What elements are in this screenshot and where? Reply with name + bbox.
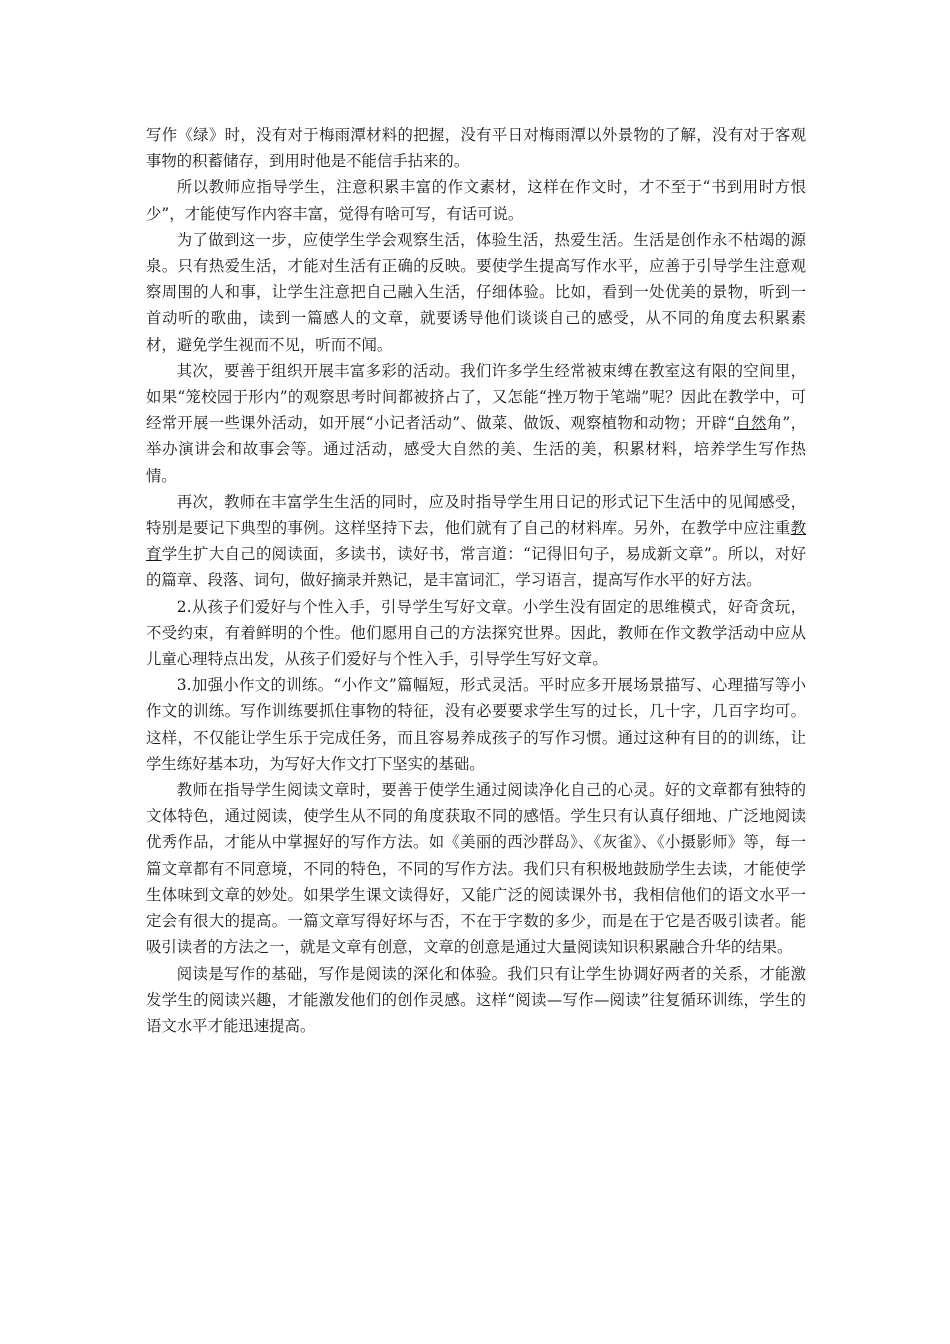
paragraph-text: 写作《绿》时，没有对于梅雨潭材料的把握，没有平日对梅雨潭以外景物的了解，没有对于客观事物的积蓄储存，到用时他是不能信手拈来的。 <box>146 126 806 171</box>
paragraph-text: 学生扩大自己的阅读面，多读书，读好书，常言道：“记得旧句子，易成新文章”。所以，对好的篇章、段落、词句，做好摘录并熟记，是丰富词汇，学习语言，提高写作水平的好方法。 <box>146 545 806 590</box>
inline-link[interactable]: 教育 <box>146 519 806 564</box>
article-body <box>146 122 806 1039</box>
paragraph-text: 所以教师应指导学生，注意积累丰富的作文素材，这样在作文时，才不至于“书到用时方恨少”，才能使写作内容丰富，觉得有啥可写，有话可说。 <box>146 178 806 223</box>
paragraph-p9 <box>146 961 806 1040</box>
paragraph-text: 其次，要善于组织开展丰富多彩的活动。我们许多学生经常被束缚在教室这有限的空间里，如果“笼校园于形内”的观察思考时间都被挤占了，又怎能“挫万物于笔端”呢？因此在教学中，可经常开展一些课外活动，如开展“小记者活动”、做菜、做饭、观察植物和动物；开辟“ <box>146 361 806 433</box>
paragraph-p5 <box>146 489 806 594</box>
inline-link[interactable]: 自然 <box>735 414 767 433</box>
paragraph-text: 角”，举办演讲会和故事会等。通过活动，感受大自然的美、生活的美，积累材料，培养学生写作热情。 <box>146 414 806 485</box>
paragraph-text: 3.加强小作文的训练。“小作文”篇幅短，形式灵活。平时应多开展场景描写、心理描写等小作文的训练。写作训练要抓住事物的特征，没有必要要求学生写的过长，几十字，几百字均可。这样，不仅能让学生乐于完成任务，而且容易养成孩子的写作习惯。通过这种有目的的训练，让学生练好基本功，为写好大作文打下坚实的基础。 <box>146 676 806 773</box>
document-page <box>146 122 806 1039</box>
paragraph-p7 <box>146 672 806 777</box>
paragraph-text: 再次，教师在丰富学生生活的同时，应及时指导学生用日记的形式记下生活中的见闻感受，特别是要记下典型的事例。这样坚持下去，他们就有了自己的材料库。另外，在教学中应注重 <box>146 492 806 538</box>
paragraph-text: 教师在指导学生阅读文章时，要善于使学生通过阅读净化自己的心灵。好的文章都有独特的文体特色，通过阅读，使学生从不同的角度获取不同的感悟。学生只有认真仔细地、广泛地阅读优秀作品，才能从中掌握好的写作方法。如《美丽的西沙群岛》、《灰雀》、《小摄影师》等，每一篇文章都有不同意境，不同的特色，不同的写作方法。我们只有积极地鼓励学生去读，才能使学生体味到文章的妙处。如果学生课文读得好，又能广泛的阅读课外书，我相信他们的语文水平一定会有很大的提高。一篇文章写得好坏与否，不在于字数的多少，而是在于它是否吸引读者。能吸引读者的方法之一，就是文章有创意，文章的创意是通过大量阅读知识积累融合升华的结果。 <box>146 781 806 957</box>
paragraph-text: 阅读是写作的基础，写作是阅读的深化和体验。我们只有让学生协调好两者的关系，才能激发学生的阅读兴趣，才能激发他们的创作灵感。这样“阅读—写作—阅读”往复循环训练，学生的语文水平才能迅速提高。 <box>146 964 806 1035</box>
paragraph-p8 <box>146 777 806 960</box>
paragraph-p3 <box>146 227 806 358</box>
paragraph-p4 <box>146 358 806 489</box>
paragraph-p6 <box>146 594 806 673</box>
paragraph-text: 为了做到这一步，应使学生学会观察生活，体验生活，热爱生活。生活是创作永不枯竭的源泉。只有热爱生活，才能对生活有正确的反映。要使学生提高写作水平，应善于引导学生注意观察周围的人和事，让学生注意把自己融入生活，仔细体验。比如，看到一处优美的景物，听到一首动听的歌曲，读到一篇感人的文章，就要诱导他们谈谈自己的感受，从不同的角度去积累素材，避免学生视而不见，听而不闻。 <box>146 230 806 354</box>
paragraph-text: 2.从孩子们爱好与个性入手，引导学生写好文章。小学生没有固定的思维模式，好奇贪玩，不受约束，有着鲜明的个性。他们愿用自己的方法探究世界。因此，教师在作文教学活动中应从儿童心理特点出发，从孩子们爱好与个性入手，引导学生写好文章。 <box>146 597 806 669</box>
paragraph-p2 <box>146 174 806 226</box>
paragraph-p1 <box>146 122 806 174</box>
